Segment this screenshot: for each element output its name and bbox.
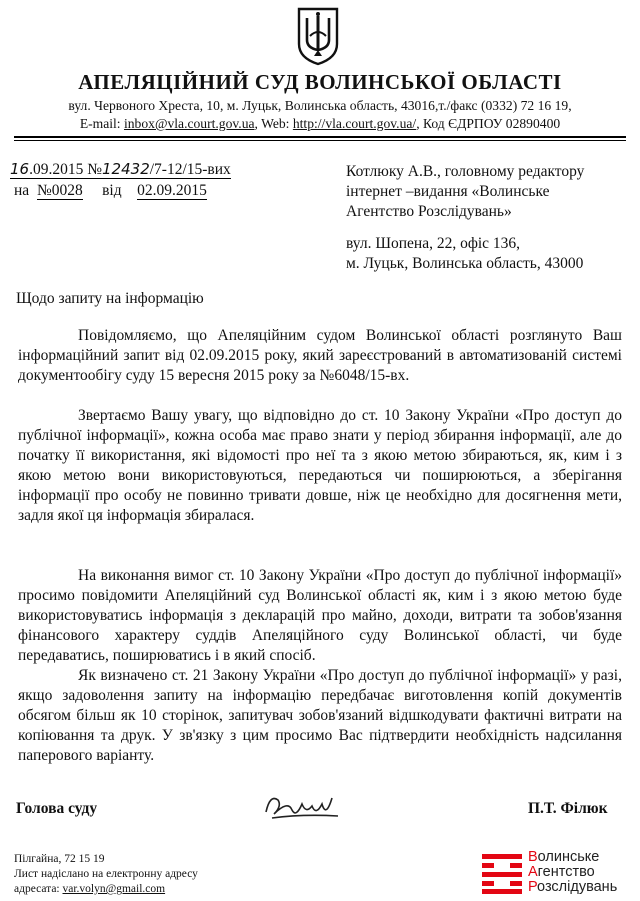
paragraph-1: Повідомляємо, що Апеляційним судом Волинської області розглянуто Ваш інформаційний запит від 02.09.2015 року, який зареєстрований в автоматизованій системі документообігу суду 15 вересня 2015 року за №6048/15-вх. xyxy=(18,327,622,384)
agency-logo-text xyxy=(528,850,617,895)
edrpou-code: , Код ЄДРПОУ 02890400 xyxy=(416,116,561,131)
letter-subject: Щодо запиту на інформацію xyxy=(16,290,204,307)
paragraph-3: На виконання вимог ст. 10 Закону України «Про доступ до публічної інформації» просимо повідомити Апеляційний суд Волинської області як, ким і з якою метою буде використовуватись інформація з декларацій про майно, доходи, витрати та зобов'язання фінансового характеру суддів Апеляційного суду Волинської області, чи буде передаватись, поширюватись і в який спосіб. xyxy=(18,567,622,664)
signature-title: Голова суду xyxy=(16,800,98,817)
signatory-name: П.Т. Філюк xyxy=(528,800,608,817)
recipient-address-2: м. Луцьк, Волинська область, 43000 xyxy=(346,255,584,272)
handwritten-signature xyxy=(262,790,342,824)
court-contacts xyxy=(0,116,640,132)
court-address: вул. Червоного Хреста, 10, м. Луцьк, Волинська область, 43016,т./факс (0332) 72 16 19, xyxy=(68,98,572,113)
on-label: на xyxy=(14,182,30,199)
recipient-address-1: вул. Шопена, 22, офіс 136, xyxy=(346,235,521,252)
recipient-line-1: Котлюку А.В., головному редактору xyxy=(346,163,585,180)
court-name: АПЕЛЯЦІЙНИЙ СУД ВОЛИНСЬКОЇ ОБЛАСТІ xyxy=(78,70,562,94)
recipient-line-2: інтернет –видання «Волинське xyxy=(346,183,550,200)
logo-line-1: Волинське xyxy=(528,849,600,865)
court-web-link[interactable]: http://vla.court.gov.ua/ xyxy=(292,116,417,131)
logo-line-2: Агентство xyxy=(528,864,595,880)
paragraph-2: Звертаємо Вашу увагу, що відповідно до ст. 10 Закону України «Про доступ до публічної інформації», кожна особа має право знати у період збирання інформації, але до початку її використання, які відомості про неї та з якою метою збираються, як, ким і з якою метою вони використовуються, передаються чи поширюються, а зберігання інформації про особу не повинно тривати довше, ніж це необхідно для досягнення мети, задля якої ця інформація збиралася. xyxy=(18,407,622,524)
web-label: , Web: xyxy=(254,116,293,131)
reg-date: .09.2015 № xyxy=(29,161,103,178)
reg-day: 16 xyxy=(10,160,30,178)
executor: Пілгайна, 72 15 19 xyxy=(14,853,105,865)
addressee-email-link[interactable]: var.volyn@gmail.com xyxy=(62,883,166,895)
email-note: Лист надіслано на електронну адресу xyxy=(14,868,198,880)
addressee-label: адресата: xyxy=(14,883,63,895)
reg-number-handwritten: 12432 xyxy=(102,160,150,178)
header-divider xyxy=(14,136,626,138)
addressee xyxy=(14,882,165,896)
email-label: E-mail: xyxy=(79,116,124,131)
trident-emblem-icon xyxy=(296,6,340,66)
ref-number: №0028 xyxy=(36,182,83,199)
recipient-line-3: Агентство Розслідувань» xyxy=(346,203,512,220)
header-divider-thin xyxy=(14,140,626,141)
from-label: від xyxy=(102,182,122,199)
outgoing-number xyxy=(10,160,231,179)
court-email-link[interactable]: inbox@vla.court.gov.ua xyxy=(123,116,255,131)
ref-date: 02.09.2015 xyxy=(137,182,207,199)
paragraph-4: Як визначено ст. 21 Закону України «Про доступ до публічної інформації» у разі, якщо задоволення запиту на інформацію передбачає виготовлення копій документів обсягом більш як 10 сторінок, запитувач зобов'язаний відшкодувати фактичні витрати на копіювання та друк. У зв'язку з цим просимо Вас підтвердити необхідність надсилання паперового варіанту. xyxy=(18,667,622,764)
reg-number: /7-12/15-вих xyxy=(149,161,231,178)
agency-logo-icon xyxy=(482,852,522,894)
logo-line-3: Розслідувань xyxy=(528,879,618,895)
reference-line xyxy=(14,182,207,200)
